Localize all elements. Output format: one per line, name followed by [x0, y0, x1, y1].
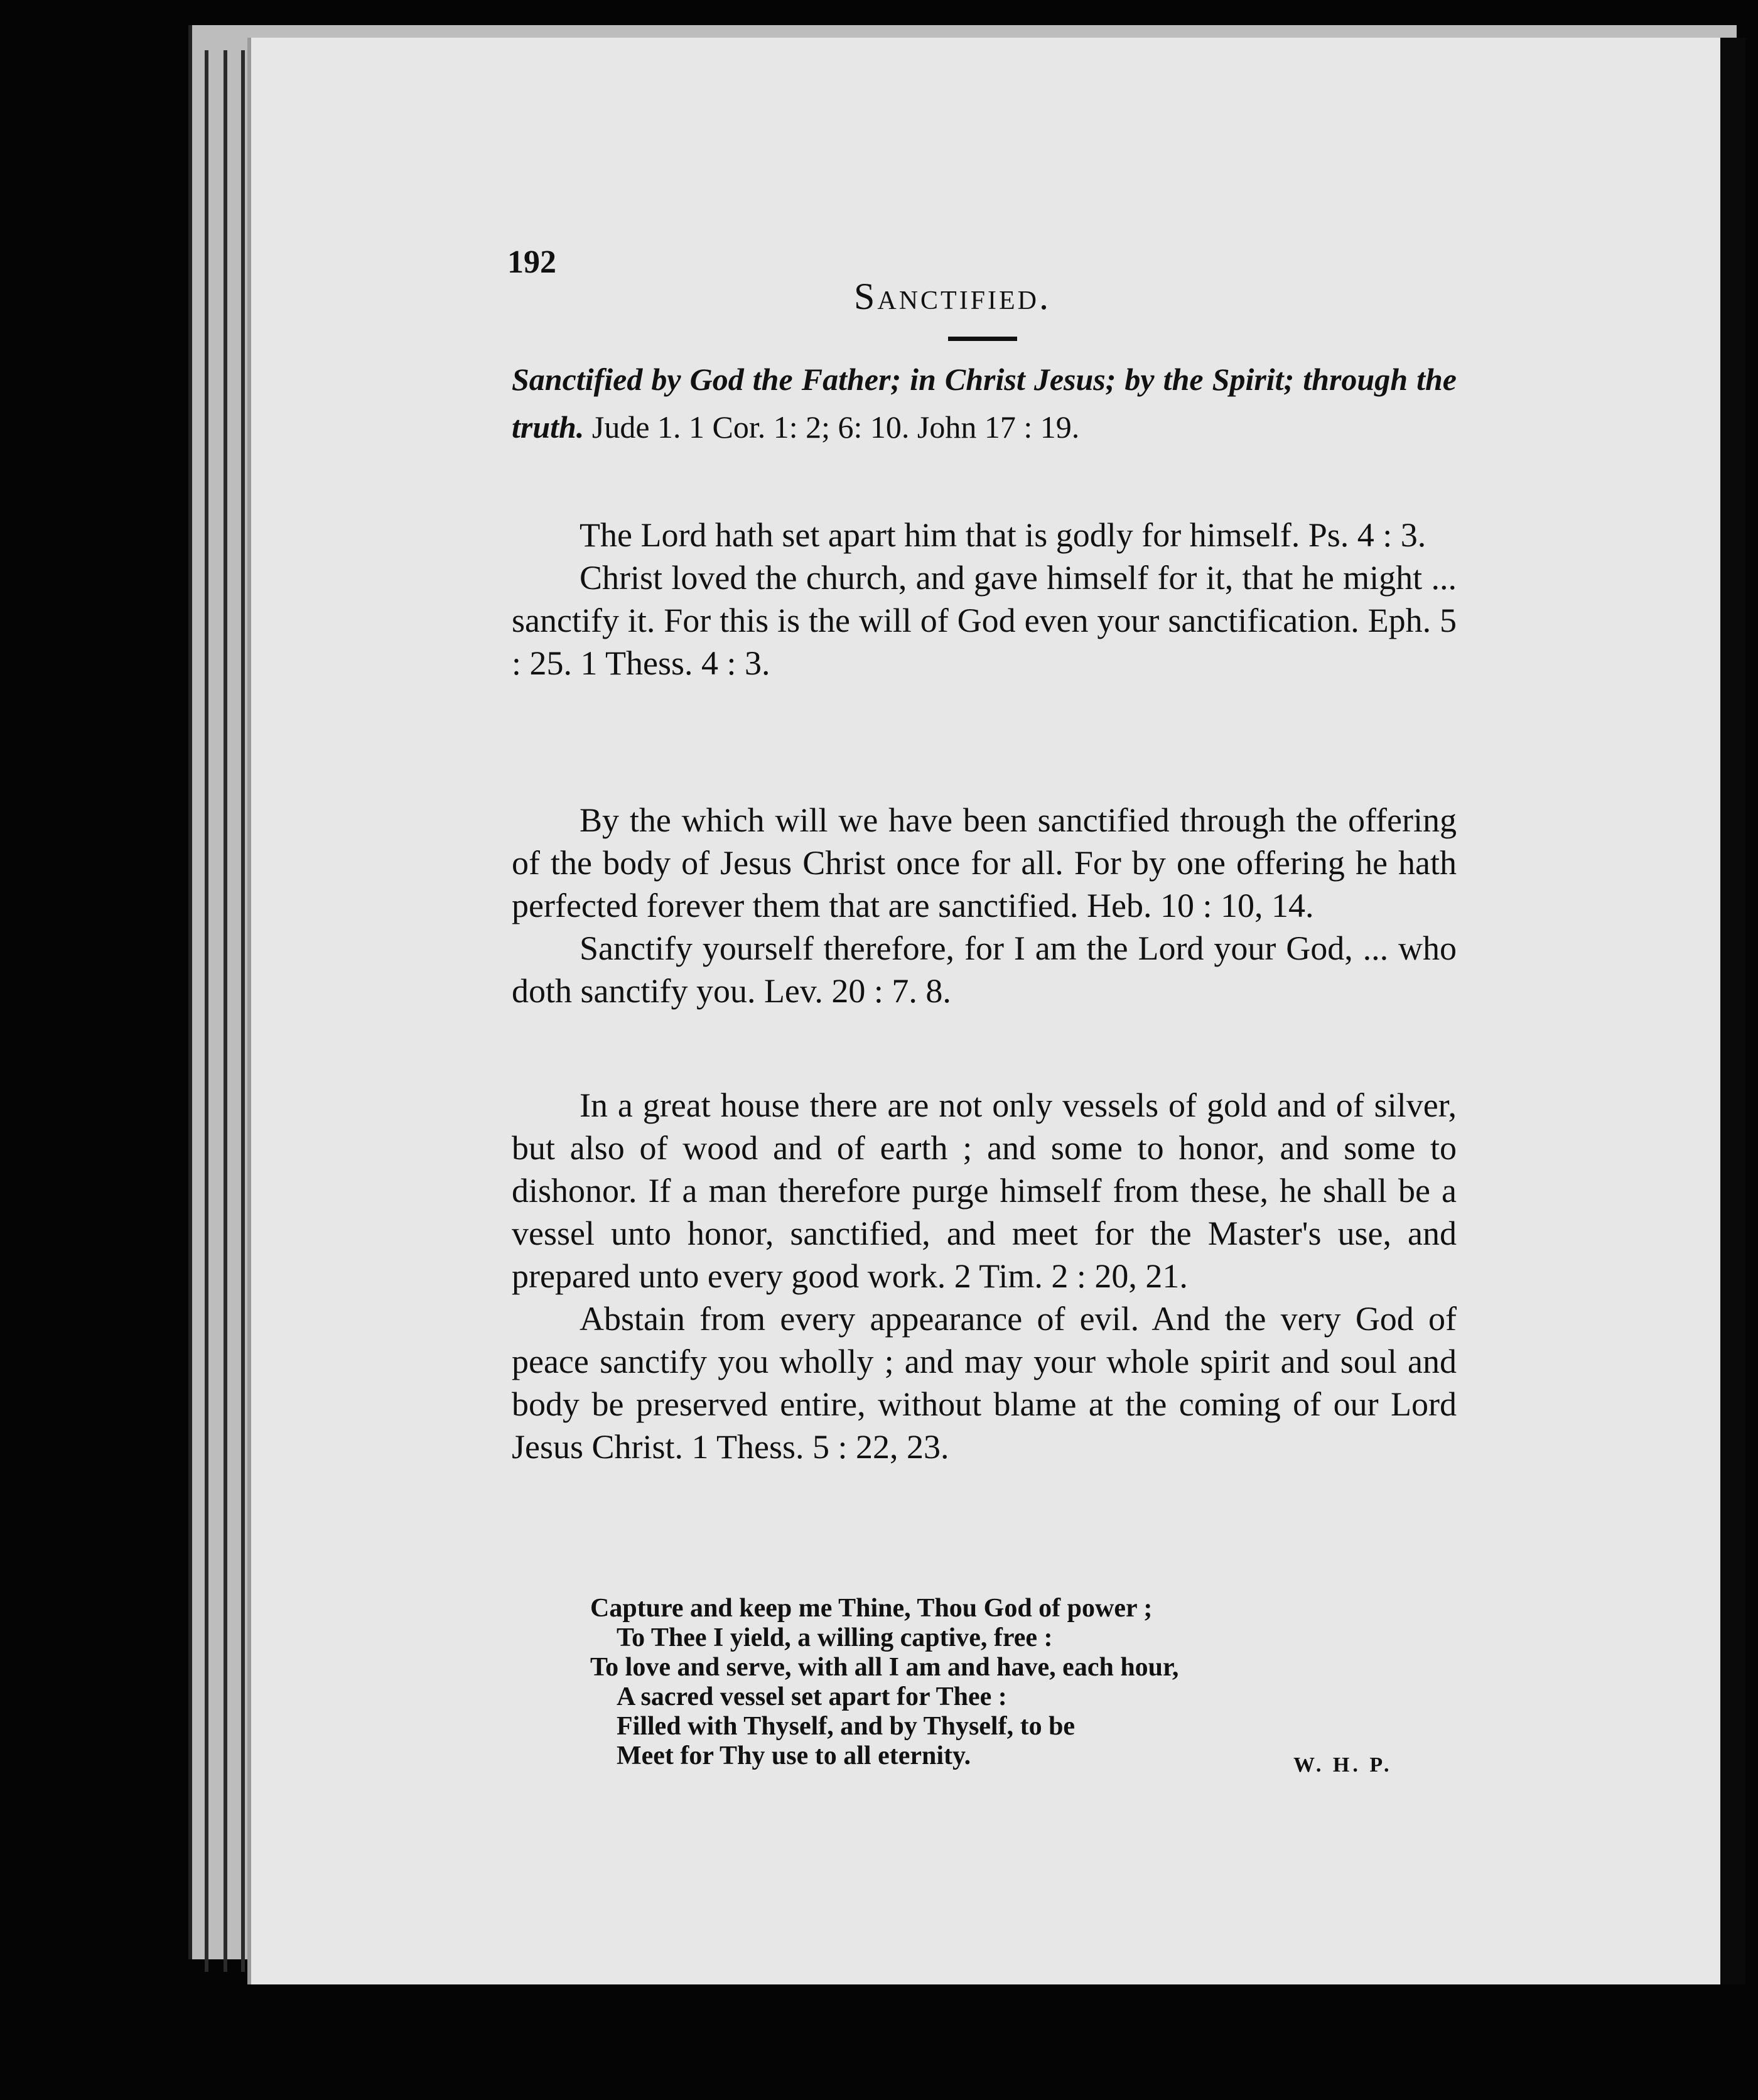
- passage: Christ loved the church, and gave himself for it, that he might ... sanctify it. For this is the will of God even your sanctification. Eph. 5 : 25. 1 Thess. 4 : 3.: [512, 559, 1457, 682]
- epigraph-references: Jude 1. 1 Cor. 1: 2; 6: 10. John 17 : 19.: [584, 409, 1080, 445]
- poem-line: Capture and keep me Thine, Thou God of power ;: [590, 1594, 1153, 1623]
- poem-line: Meet for Thy use to all eternity.: [617, 1741, 971, 1770]
- passage-group-1: [512, 514, 1457, 685]
- passage-group-3: [512, 1084, 1457, 1468]
- poem-line: To love and serve, with all I am and have, each hour,: [590, 1653, 1179, 1682]
- chapter-title: Sanctified.: [854, 276, 1052, 317]
- page-edge-line: [205, 50, 208, 1972]
- passage-group-2: [512, 799, 1457, 1012]
- passage: Sanctify yourself therefore, for I am the Lord your God, ... who doth sanctify you. Lev. 20 : 7. 8.: [512, 929, 1457, 1010]
- passage: The Lord hath set apart him that is godly for himself. Ps. 4 : 3.: [580, 516, 1426, 554]
- page-edge-line: [241, 50, 245, 1972]
- epigraph: [512, 355, 1457, 451]
- epigraph-italic: Sanctified by God the Father; in Christ Jesus; by the Spirit; through the truth.: [512, 362, 1457, 445]
- passage: Abstain from every appearance of evil. And the very God of peace sanctify you wholly ; and may your whole spirit and soul and body be preserved entire, without blame at the coming of our Lord Jesus Christ. 1 Thess. 5 : 22, 23.: [512, 1300, 1457, 1466]
- poem: [590, 1594, 1406, 1771]
- page-number: 192: [507, 244, 556, 280]
- title-rule: [948, 337, 1017, 341]
- passage: By the which will we have been sanctified through the offering of the body of Jesus Christ once for all. For by one offering he hath perfected forever them that are sanctified. Heb. 10 : 10, 14.: [512, 801, 1457, 924]
- page-edge-line: [224, 50, 227, 1972]
- poem-line: Filled with Thyself, and by Thyself, to be: [617, 1712, 1076, 1741]
- gutter-shadow: [1720, 38, 1745, 1984]
- passage: In a great house there are not only vessels of gold and of silver, but also of wood and of earth ; and some to honor, and some to dishonor. If a man therefore purge himself from these, he shall be a vessel unto honor, sanctified, and meet for the Master's use, and prepared unto every good work. 2 Tim. 2 : 20, 21.: [512, 1086, 1457, 1295]
- poem-line: A sacred vessel set apart for Thee :: [617, 1682, 1007, 1711]
- poem-signature: W. H. P.: [1293, 1753, 1393, 1777]
- poem-line: To Thee I yield, a willing captive, free :: [617, 1623, 1053, 1652]
